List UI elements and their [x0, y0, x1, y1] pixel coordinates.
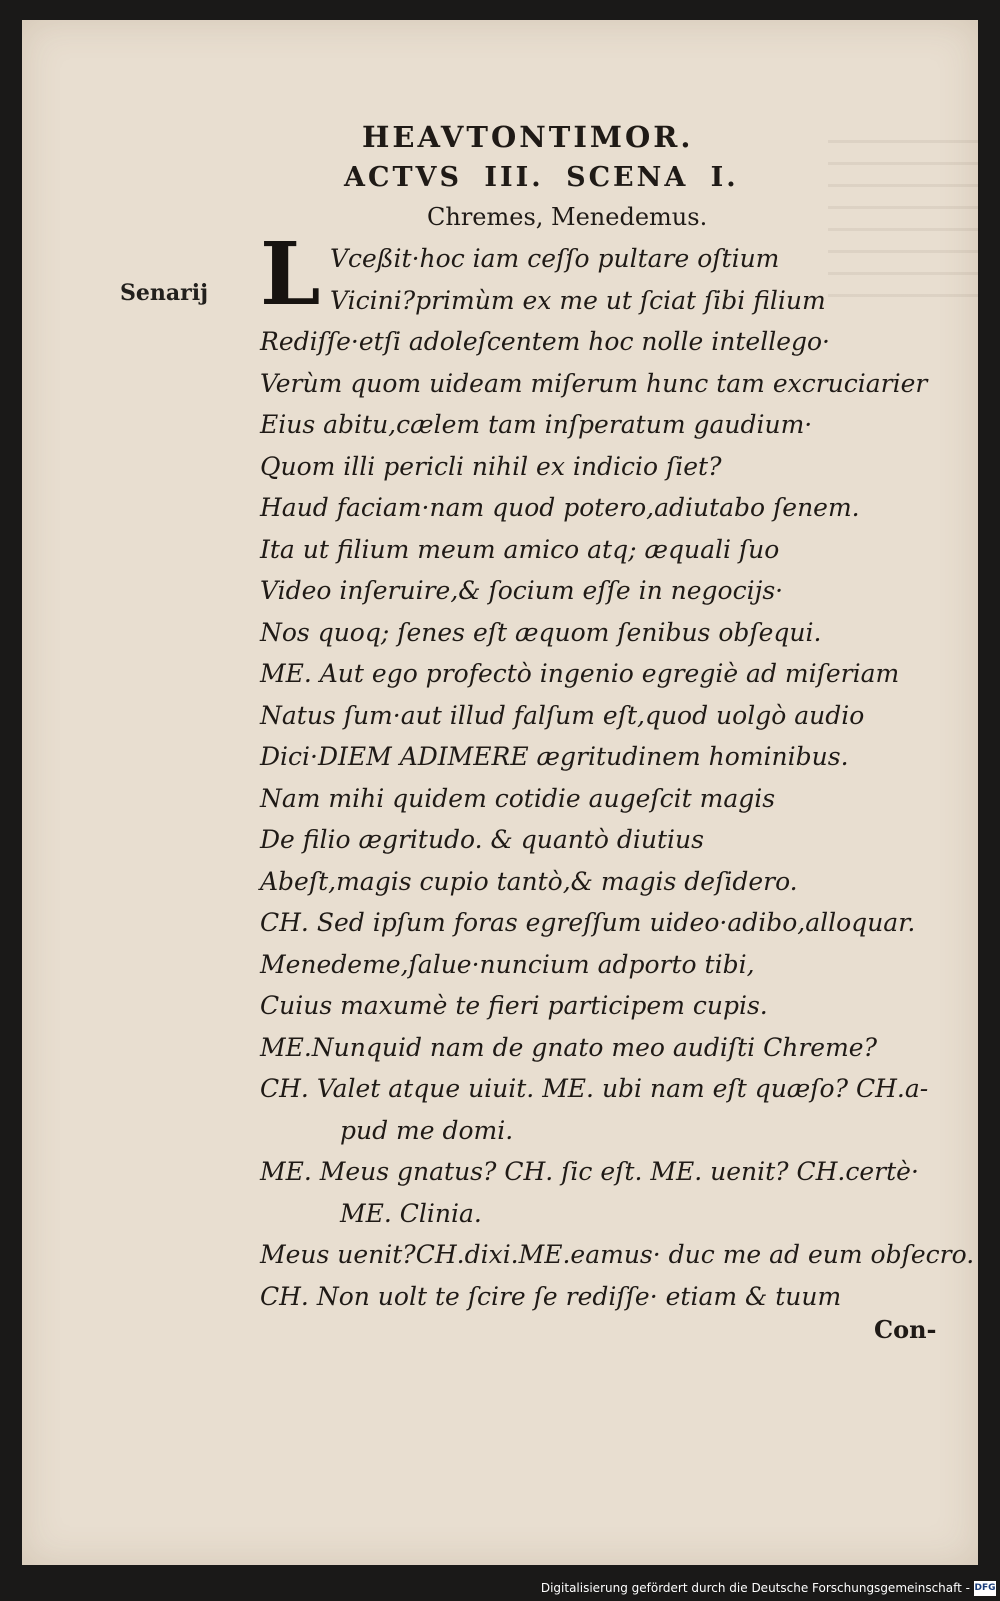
verse-line: Dici·DIEM ADIMERE ægritudinem hominibus.: [260, 742, 849, 771]
verse-line: CH. Valet atque uiuit. ME. ubi nam eſt quæſo? CH.a-: [260, 1074, 929, 1103]
drop-capital: L: [260, 224, 321, 325]
verse-line-continuation: pud me domi.: [340, 1115, 514, 1145]
verse-line: CH. Sed ipſum foras egreſſum uideo·adibo,alloquar.: [260, 908, 916, 937]
margin-note: Senarij: [120, 280, 209, 306]
verse-line: Verùm quom uideam miſerum hunc tam excruciarier: [260, 368, 928, 398]
verse-line: Meus uenit?CH.dixi.ME.eamus· duc me ad eum obſecro.: [260, 1240, 975, 1269]
verse-line: Vceßit·hoc iam ceſſo pultare oſtium: [330, 244, 780, 273]
catchword: Con-: [874, 1315, 937, 1344]
verse-line: Nam mihi quidem cotidie augeſcit magis: [260, 783, 776, 813]
running-title: HEAVTONTIMOR.: [362, 120, 694, 154]
verse-line: Vicini?primùm ex me ut ſciat ſibi filium: [330, 285, 826, 315]
verse-line: ME. Meus gnatus? CH. ſic eſt. ME. uenit? CH.certè·: [260, 1157, 919, 1186]
verse-line: Ita ut filium meum amico atq; æquali ſuo: [260, 534, 780, 564]
funding-credit: Digitalisierung gefördert durch die Deutsche Forschungsgemeinschaft -: [540, 1581, 970, 1595]
verse-line: ME. Aut ego profectò ingenio egregiè ad miſeriam: [260, 659, 900, 688]
verse-line: Rediſſe·etſi adoleſcentem hoc nolle intellego·: [260, 327, 831, 356]
verse-text: [260, 238, 975, 1317]
verse-line: Cuius maxumè te fieri participem cupis.: [260, 991, 768, 1020]
verse-line: CH. Non uolt te ſcire ſe rediſſe· etiam & tuum: [260, 1281, 842, 1311]
verse-line: Eius abitu,cælem tam inſperatum gaudium·: [260, 410, 813, 439]
verse-line: De filio ægritudo. & quantò diutius: [260, 825, 704, 854]
scene-characters: Chremes, Menedemus.: [427, 203, 708, 231]
verse-line: Quom illi pericli nihil ex indicio ſiet?: [260, 451, 722, 481]
footer-bar: [0, 1565, 1000, 1601]
dfg-logo: DFG: [974, 1581, 996, 1596]
verse-line: Video inſeruire,& ſocium eſſe in negocijs·: [260, 576, 784, 605]
verse-line-continuation: ME. Clinia.: [340, 1198, 482, 1228]
verse-line: Natus ſum·aut illud falſum eſt,quod uolgò audio: [260, 700, 865, 730]
verse-line: ME.Nunquid nam de gnato meo audiſti Chreme?: [260, 1032, 878, 1062]
act-scene-heading: ACTVS III. SCENA I.: [344, 162, 739, 193]
verse-line: Menedeme,ſalue·nuncium adporto tibi,: [260, 949, 755, 979]
verse-line: Abeſt,magis cupio tantò,& magis deſidero.: [260, 866, 798, 896]
book-page: [22, 20, 978, 1565]
verse-line: Nos quoq; ſenes eſt æquom ſenibus obſequi.: [260, 617, 822, 647]
verse-line: Haud faciam·nam quod potero,adiutabo ſenem.: [260, 493, 860, 522]
